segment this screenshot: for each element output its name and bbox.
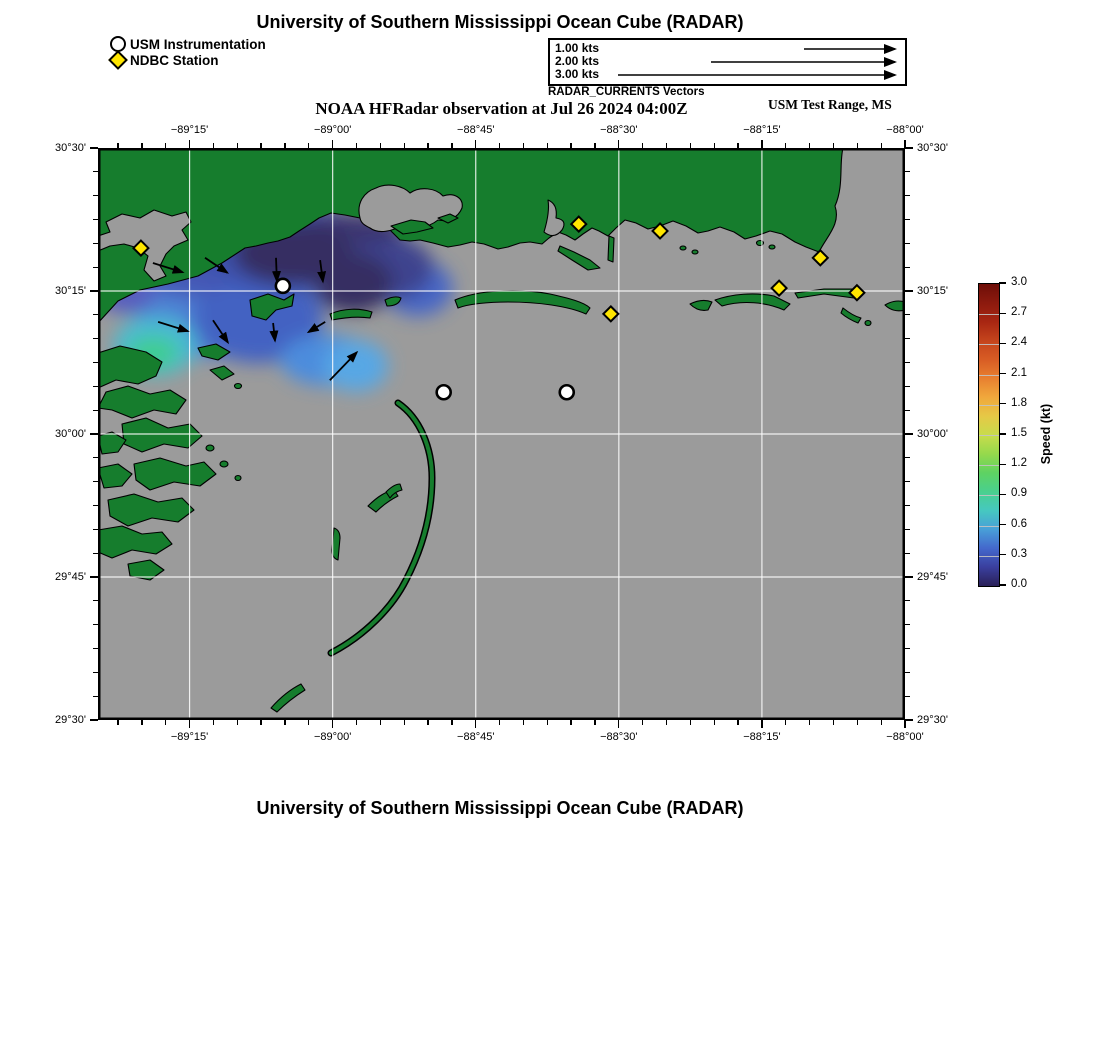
colorbar-segment-line (979, 465, 999, 466)
colorbar-segment-line (979, 375, 999, 376)
top-axis-tick (666, 143, 667, 148)
top-axis-tick (189, 140, 190, 148)
colorbar-title: Speed (kt) (1039, 403, 1053, 465)
right-axis-tick (905, 147, 913, 148)
top-axis-tick (213, 143, 214, 148)
colorbar-tick (999, 343, 1006, 344)
top-axis-tick (475, 140, 476, 148)
lon-tick-label-top: −88°00' (886, 124, 924, 136)
lon-tick-label-bottom: −88°15' (743, 731, 781, 743)
colorbar-tick-label: 0.0 (1011, 578, 1027, 590)
colorbar-segment-line (979, 344, 999, 345)
left-axis-tick (93, 243, 98, 244)
bottom-axis-tick (141, 720, 142, 725)
scale-label-1kt: 1.00 kts (555, 41, 600, 55)
right-axis-tick (905, 505, 910, 506)
right-axis-tick (905, 624, 910, 625)
right-axis-tick (905, 338, 910, 339)
top-axis-tick (809, 143, 810, 148)
top-axis-tick (356, 143, 357, 148)
colorbar-tick-label: 1.5 (1011, 427, 1027, 439)
colorbar-tick (999, 433, 1006, 434)
bottom-axis-tick (380, 720, 381, 725)
bottom-axis-tick (761, 720, 762, 728)
top-axis-tick (380, 143, 381, 148)
colorbar-tick (999, 524, 1006, 525)
left-axis-tick (93, 505, 98, 506)
scale-label-3kt: 3.00 kts (555, 67, 600, 81)
bottom-axis-tick (904, 720, 905, 728)
colorbar-segment-line (979, 314, 999, 315)
top-axis-tick (237, 143, 238, 148)
bottom-axis-tick (642, 720, 643, 725)
bottom-axis-tick (404, 720, 405, 725)
right-axis-tick (905, 314, 910, 315)
colorbar-tick-label: 3.0 (1011, 276, 1027, 288)
islet (769, 245, 775, 249)
colorbar-tick (999, 554, 1006, 555)
top-axis-tick (523, 143, 524, 148)
right-axis-tick (905, 195, 910, 196)
page-title: University of Southern Mississippi Ocean Cube (RADAR) (256, 12, 744, 32)
left-axis-tick (93, 195, 98, 196)
islet (206, 445, 214, 451)
left-axis-tick (93, 410, 98, 411)
top-axis-tick (594, 143, 595, 148)
colorbar-segment-line (979, 556, 999, 557)
left-axis-tick (93, 219, 98, 220)
top-axis-tick (260, 143, 261, 148)
left-axis-tick (93, 386, 98, 387)
colorbar-tick-label: 2.7 (1011, 306, 1027, 319)
speed-patch (324, 340, 388, 391)
lat-tick-label-left: 30°30' (55, 141, 86, 154)
scale-label-2kt: 2.00 kts (555, 54, 600, 68)
left-axis-tick (90, 576, 98, 577)
right-axis-tick (905, 386, 910, 387)
bottom-axis-tick (833, 720, 834, 725)
right-axis-tick (905, 600, 910, 601)
left-axis-tick (93, 553, 98, 554)
lon-tick-label-top: −88°30' (600, 124, 638, 136)
left-axis-tick (93, 362, 98, 363)
right-axis-tick (905, 362, 910, 363)
right-axis-tick (905, 267, 910, 268)
map-canvas (98, 148, 905, 720)
colorbar-tick-label: 2.4 (1011, 336, 1027, 349)
lat-tick-label-right: 30°15' (917, 284, 948, 297)
bottom-axis-tick (594, 720, 595, 725)
right-axis-tick (905, 719, 913, 720)
left-axis-tick (93, 171, 98, 172)
colorbar-tick-label: 0.3 (1011, 547, 1027, 560)
colorbar-tick (999, 464, 1006, 465)
bottom-axis-tick (547, 720, 548, 725)
colorbar-segment-line (979, 435, 999, 436)
range-annotation: USM Test Range, MS (768, 97, 892, 112)
usm-instrument-marker (560, 385, 574, 399)
bottom-axis-tick (213, 720, 214, 725)
bottom-axis-tick (714, 720, 715, 725)
left-axis-tick (90, 433, 98, 434)
right-axis-tick (905, 457, 910, 458)
colorbar-tick (999, 313, 1006, 314)
legend-label: USM Instrumentation (130, 36, 266, 52)
bottom-axis-tick (499, 720, 500, 725)
right-axis-tick (905, 648, 910, 649)
top-axis-tick (857, 143, 858, 148)
bottom-axis-tick (737, 720, 738, 725)
right-axis-tick (905, 433, 913, 434)
lat-tick-label-left: 30°15' (55, 284, 86, 297)
left-axis-tick (90, 147, 98, 148)
colorbar-segment-line (979, 405, 999, 406)
lat-tick-label-left: 30°00' (55, 427, 86, 440)
bottom-axis-tick (570, 720, 571, 725)
bottom-axis-tick (881, 720, 882, 725)
top-axis-tick (570, 143, 571, 148)
lat-tick-label-left: 29°30' (55, 713, 86, 726)
top-axis-tick (737, 143, 738, 148)
islet (220, 461, 228, 467)
right-axis-tick (905, 529, 910, 530)
right-axis-tick (905, 171, 910, 172)
right-axis-tick (905, 553, 910, 554)
top-axis-tick (618, 140, 619, 148)
islet (680, 246, 686, 250)
top-axis-tick (690, 143, 691, 148)
bottom-axis-tick (785, 720, 786, 725)
bottom-axis-tick (475, 720, 476, 728)
right-axis-tick (905, 481, 910, 482)
bottom-axis-tick (356, 720, 357, 725)
islet (235, 476, 241, 481)
lat-tick-label-right: 29°45' (917, 570, 948, 583)
colorbar-tick (999, 403, 1006, 404)
top-axis-tick (785, 143, 786, 148)
speed-patch (313, 253, 393, 312)
bottom-axis-tick (690, 720, 691, 725)
top-axis-tick (308, 143, 309, 148)
bottom-axis-tick (260, 720, 261, 725)
lon-tick-label-top: −88°15' (743, 124, 781, 136)
top-axis-tick (833, 143, 834, 148)
bottom-axis-tick (284, 720, 285, 725)
lon-tick-label-bottom: −88°45' (457, 731, 495, 743)
left-axis-tick (93, 457, 98, 458)
colorbar-segment-line (979, 495, 999, 496)
lat-tick-label-right: 30°00' (917, 427, 948, 440)
bottom-axis-tick (666, 720, 667, 725)
left-axis-tick (90, 719, 98, 720)
top-axis-tick (141, 143, 142, 148)
lon-tick-label-top: −89°00' (313, 124, 352, 136)
left-axis-tick (93, 648, 98, 649)
legend-label: NDBC Station (130, 52, 219, 68)
left-axis-tick (93, 314, 98, 315)
lat-tick-label-right: 30°30' (917, 141, 948, 154)
bottom-axis-tick (237, 720, 238, 725)
current-vector-arrow (276, 258, 277, 281)
islet (865, 321, 871, 326)
islet (235, 384, 242, 389)
islet (692, 250, 698, 254)
colorbar-tick-label: 1.8 (1011, 396, 1027, 409)
top-axis-tick (117, 143, 118, 148)
top-axis-tick (332, 140, 333, 148)
thin-island (608, 236, 614, 262)
left-axis-tick (93, 624, 98, 625)
left-axis-tick (93, 267, 98, 268)
left-axis-tick (90, 290, 98, 291)
bottom-axis-tick (117, 720, 118, 725)
usm-instrument-marker (437, 385, 451, 399)
left-axis-tick (93, 481, 98, 482)
left-axis-tick (93, 529, 98, 530)
top-axis-tick (761, 140, 762, 148)
top-axis-tick (451, 143, 452, 148)
colorbar-segment-line (979, 526, 999, 527)
bottom-axis-tick (308, 720, 309, 725)
colorbar-tick-label: 2.1 (1011, 366, 1027, 379)
usm-instrument-marker (276, 279, 290, 293)
bottom-axis-tick (523, 720, 524, 725)
bottom-axis-tick (189, 720, 190, 728)
lon-tick-label-bottom: −89°00' (313, 731, 352, 743)
top-axis-tick (404, 143, 405, 148)
bottom-axis-tick (618, 720, 619, 728)
bottom-axis-tick (451, 720, 452, 725)
lat-tick-label-right: 29°30' (917, 713, 948, 726)
left-axis-tick (93, 696, 98, 697)
top-axis-tick (881, 143, 882, 148)
colorbar-tick-label: 1.2 (1011, 457, 1027, 470)
speed-colorbar (978, 283, 1000, 587)
bottom-axis-tick (809, 720, 810, 725)
lon-tick-label-bottom: −88°30' (600, 731, 638, 743)
bottom-axis-tick (427, 720, 428, 725)
colorbar-tick (999, 282, 1006, 283)
lon-tick-label-bottom: −89°15' (170, 731, 209, 743)
lon-tick-label-top: −88°45' (457, 124, 495, 136)
bottom-axis-tick (165, 720, 166, 725)
right-axis-tick (905, 672, 910, 673)
vector-scale-caption: RADAR_CURRENTS Vectors (548, 86, 705, 98)
colorbar-tick-label: 0.6 (1011, 517, 1027, 530)
right-axis-tick (905, 243, 910, 244)
lon-tick-label-top: −89°15' (170, 124, 209, 136)
bottom-axis-tick (332, 720, 333, 728)
top-axis-tick (547, 143, 548, 148)
top-axis-tick (714, 143, 715, 148)
footer-title: University of Southern Mississippi Ocean Cube (RADAR) (256, 798, 744, 818)
right-axis-tick (905, 696, 910, 697)
colorbar-tick (999, 373, 1006, 374)
lat-tick-label-left: 29°45' (55, 570, 86, 583)
top-axis-tick (642, 143, 643, 148)
top-axis-tick (427, 143, 428, 148)
colorbar-tick-label: 0.9 (1011, 487, 1027, 500)
top-axis-tick (165, 143, 166, 148)
right-axis-tick (905, 410, 910, 411)
colorbar-tick (999, 494, 1006, 495)
right-axis-tick (905, 576, 913, 577)
top-axis-tick (284, 143, 285, 148)
left-axis-tick (93, 338, 98, 339)
observation-subtitle: NOAA HFRadar observation at Jul 26 2024 04:00Z (315, 99, 688, 118)
colorbar-tick (999, 584, 1006, 585)
bottom-axis-tick (857, 720, 858, 725)
left-axis-tick (93, 672, 98, 673)
lon-tick-label-bottom: −88°00' (886, 731, 924, 743)
top-axis-tick (499, 143, 500, 148)
right-axis-tick (905, 219, 910, 220)
right-axis-tick (905, 290, 913, 291)
left-axis-tick (93, 600, 98, 601)
